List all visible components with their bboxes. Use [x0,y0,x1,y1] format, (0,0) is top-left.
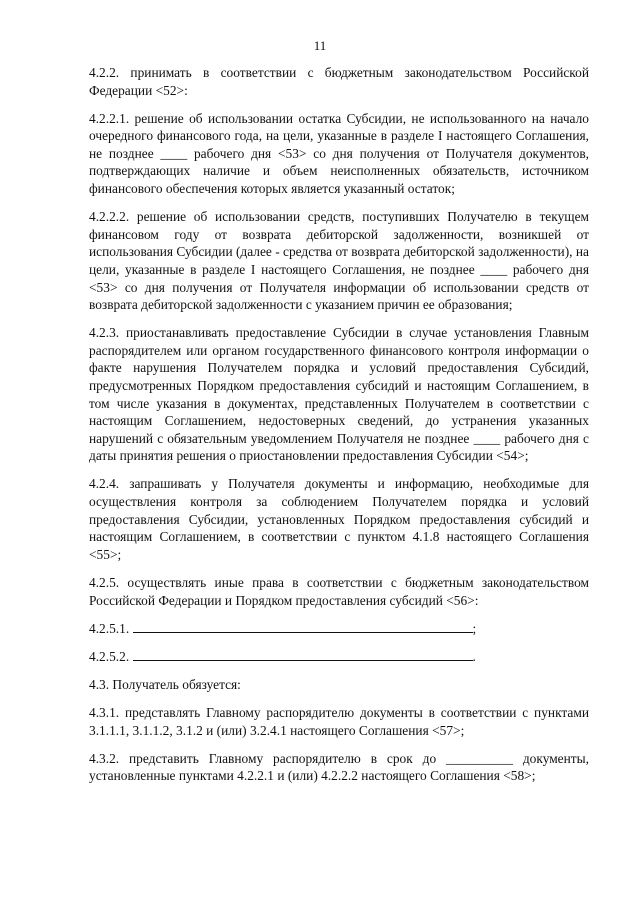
paragraph-4-2-5: 4.2.5. осуществлять иные права в соответствии с бюджетным законодательством Российской Федерации и Порядком предоставления субсидий <56>: [89,574,589,608]
paragraph-4-2-2-2: 4.2.2.2. решение об использовании средств, поступивших Получателю в текущем финансовом году от возврата дебиторской задолженности, возникшей от использования Субсидии (далее - средства от возврата дебиторской задолженности), на цели, указанные в разделе I настоящего Соглашения, не позднее ____ рабочего дня <53> со дня получения от Получателя информации об использовании средств от возврата дебиторской задолженности с указанием причин ее образования; [89,209,589,313]
blank-item-4-2-5-2 [89,648,589,666]
blank-item-label: 4.2.5.2. [89,648,130,664]
paragraph-4-2-2-1: 4.2.2.1. решение об использовании остатка Субсидии, не использованного на начало очередного финансового года, на цели, указанные в разделе I настоящего Соглашения, не позднее ____ рабочего дня <53> со дня получения от Получателя документов, подтверждающих наличие и объем неисполненных обязательств, источником финансового обеспечения которых является указанный остаток; [89,110,589,197]
blank-item-end: . [472,648,476,664]
fill-in-line [133,620,473,633]
page-number: 11 [313,38,327,53]
fill-in-line [133,648,473,661]
blank-item-4-2-5-1 [89,620,589,638]
paragraph-4-3-2: 4.3.2. представить Главному распорядителю в срок до __________ документы, установленные пунктами 4.2.2.1 и (или) 4.2.2.2 настоящего Соглашения <58>; [89,750,589,784]
paragraph-4-3-1: 4.3.1. представлять Главному распорядителю документы в соответствии с пунктами 3.1.1.1, 3.1.1.2, 3.1.2 и (или) 3.2.4.1 настоящего Соглашения <57>; [89,704,589,738]
paragraph-4-2-4: 4.2.4. запрашивать у Получателя документы и информацию, необходимые для осуществления контроля за соблюдением Получателем порядка и условий предоставления Субсидии, установленных Порядком предоставления субсидий и настоящим Соглашением, в соответствии с пунктом 4.1.8 настоящего Соглашения <55>; [89,476,589,562]
blank-item-label: 4.2.5.1. [89,620,130,636]
blank-item-end: ; [472,620,477,636]
paragraph-4-2-3: 4.2.3. приостанавливать предоставление Субсидии в случае установления Главным распорядителем или органом государственного финансового контроля информации о факте нарушения Получателем порядка и условий предоставления Субсидий, предусмотренных Порядком предоставления субсидий и настоящим Соглашением, в том числе указания в документах, представленных Получателем в соответствии с настоящим Соглашением, недостоверных сведений, до устранения указанных нарушений с обязательным уведомлением Получателя не позднее ____ рабочего дня с даты принятия решения о приостановлении предоставления Субсидии <54>; [89,325,589,464]
paragraph-4-3: 4.3. Получатель обязуется: [89,676,241,692]
document-body [89,64,589,795]
paragraph-4-2-2: 4.2.2. принимать в соответствии с бюджетным законодательством Российской Федерации <52>: [89,65,589,98]
